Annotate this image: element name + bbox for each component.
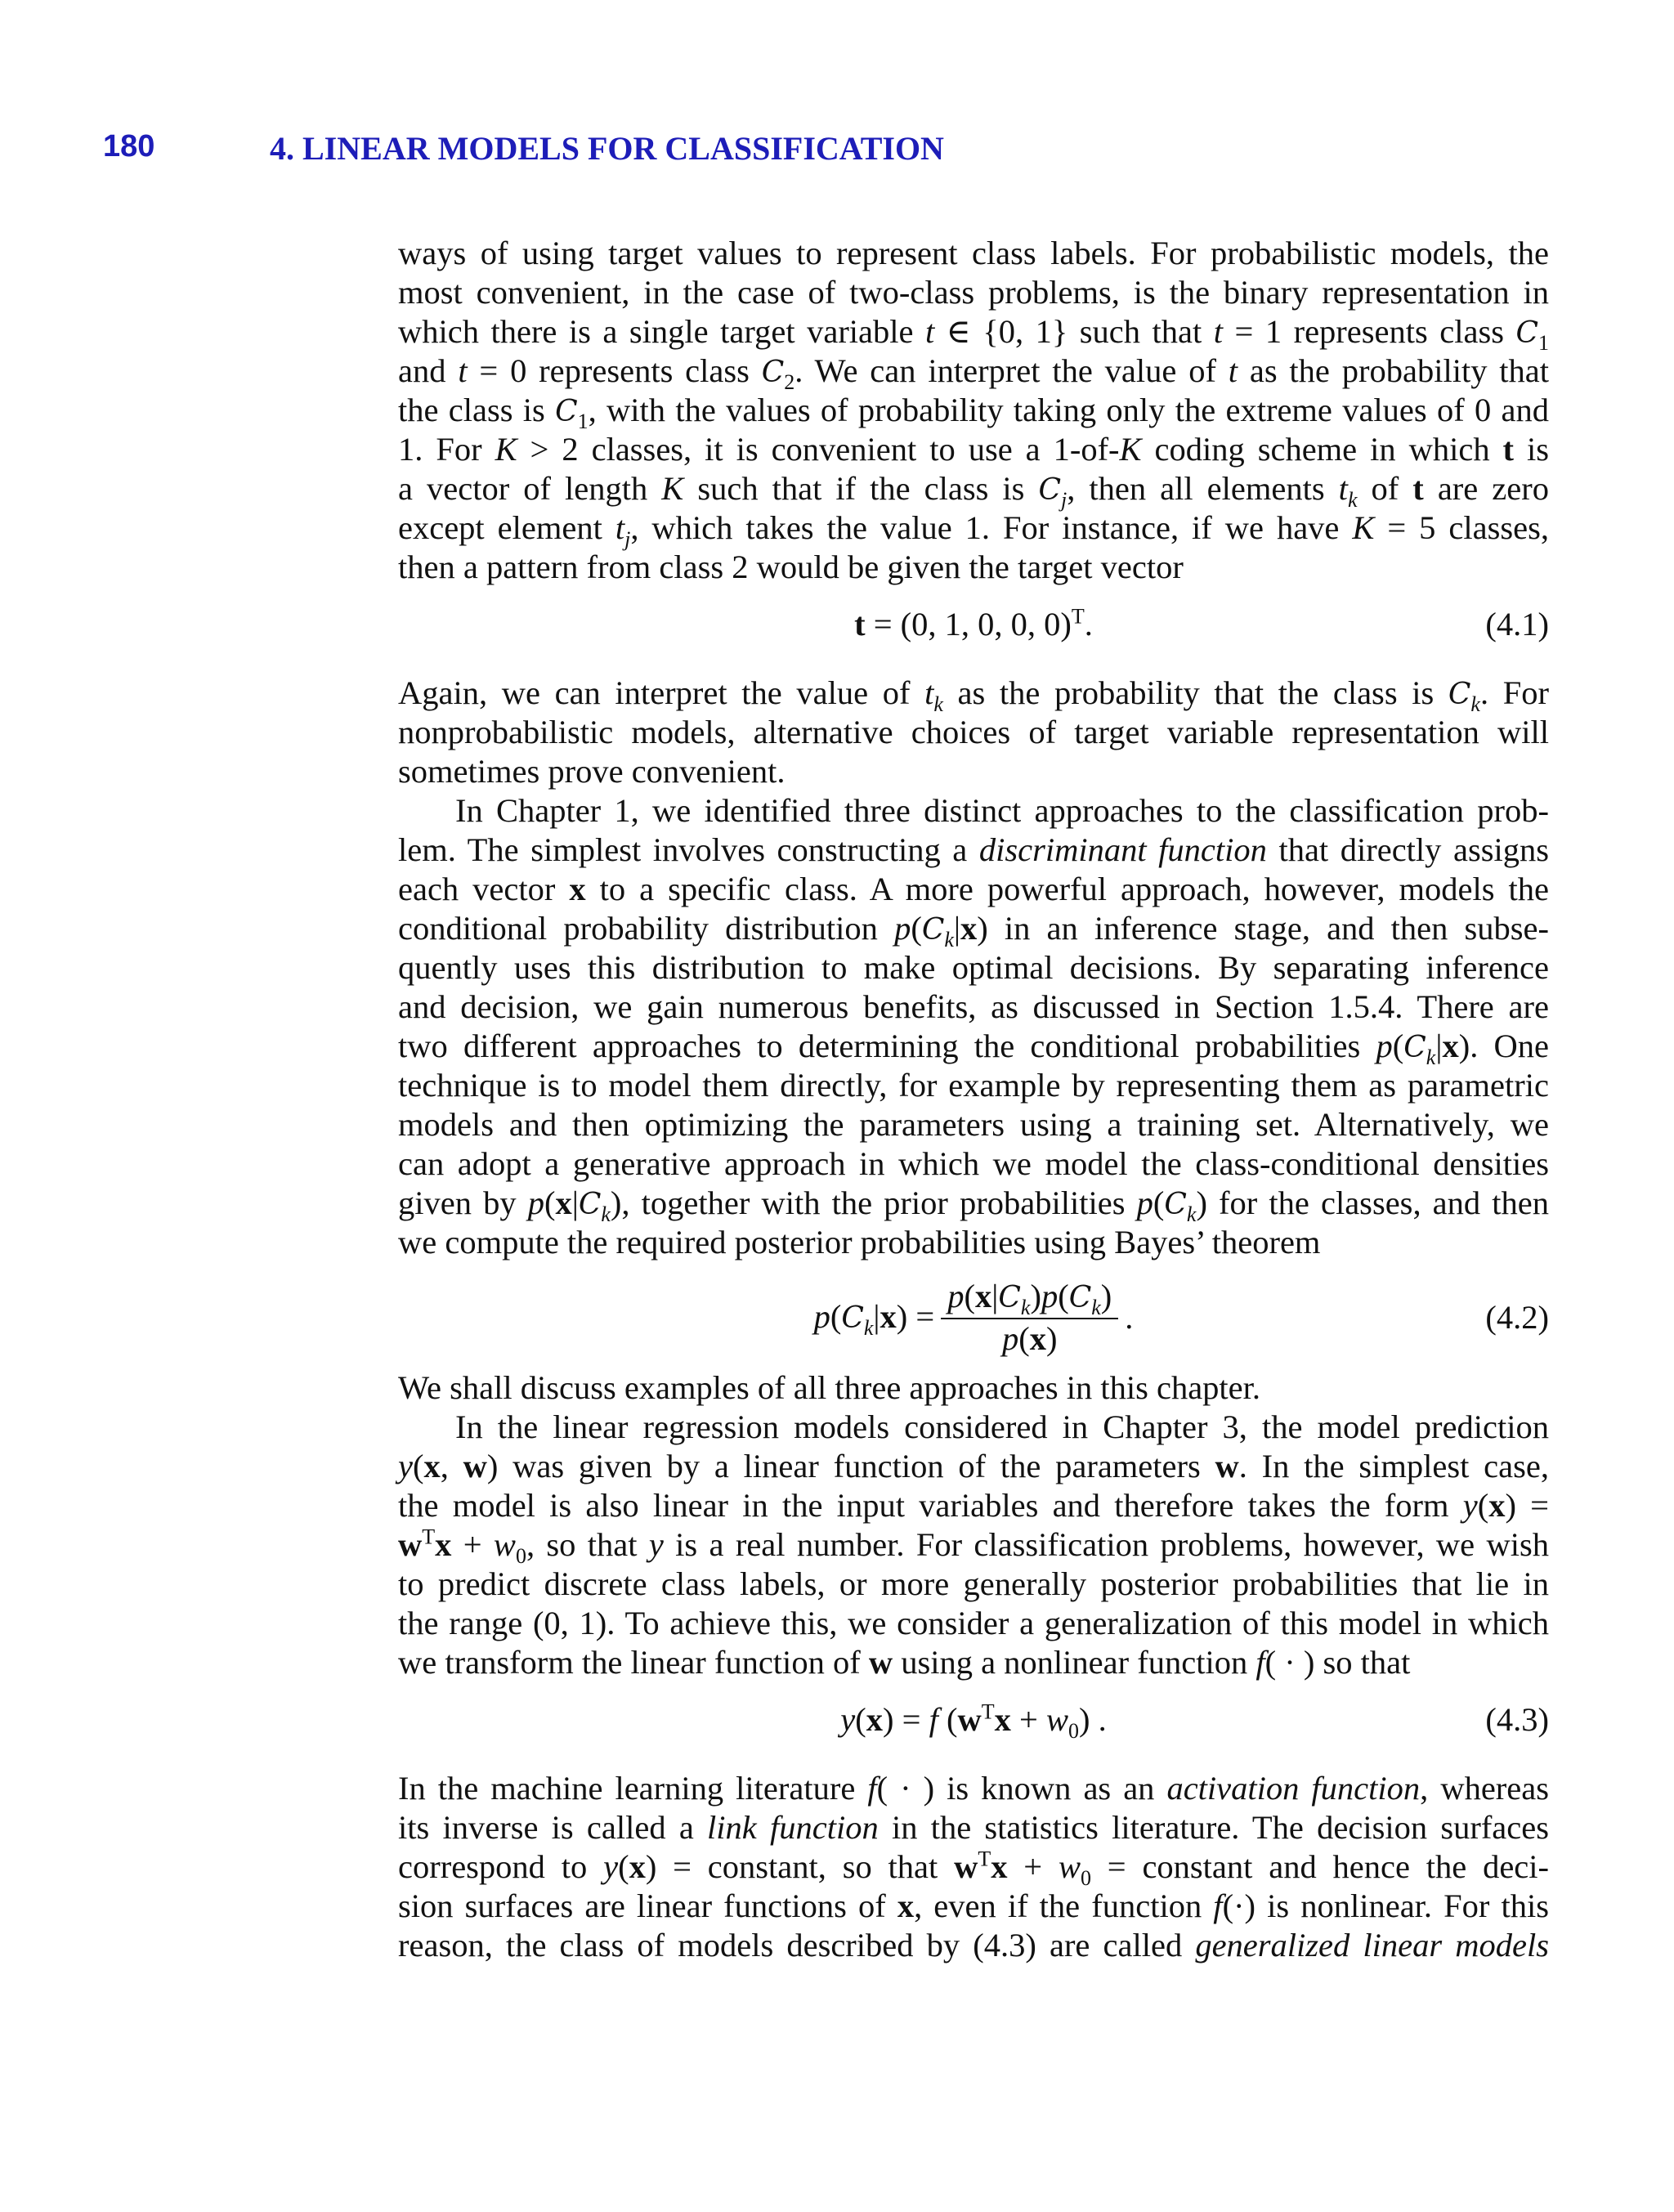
equation-number: (4.3)	[1485, 1701, 1549, 1738]
text-line: which there is a single target variable t ∈ {0, 1} such that t = 1 represents class $C_1$	[398, 313, 1550, 356]
text-line: two different approaches to determining the conditional probabilities $p(C_k|x)$. One	[398, 1028, 1549, 1070]
text-line: given by $p(x|C_k)$, together with the prior probabilities $p(C_k)$ for the classes, and then	[398, 1184, 1550, 1227]
text-line: nonprobabilistic models, alternative choices of target variable representation will	[398, 714, 1549, 750]
equation-number: (4.1)	[1485, 606, 1549, 643]
text-line: In Chapter 1, we identified three distinct approaches to the classification prob-	[455, 792, 1549, 829]
equation-4-1	[398, 587, 1549, 665]
text-line: and decision, we gain numerous benefits, as discussed in Section 1.5.4. There are	[398, 988, 1549, 1025]
text-line: most convenient, in the case of two-class problems, is the binary representation in	[398, 274, 1549, 311]
text-line: each vector x to a specific class. A more powerful approach, however, models the	[398, 871, 1549, 907]
text-line: 1. For K > 2 classes, it is convenient to use a 1-of-K coding scheme in which t is	[398, 431, 1550, 468]
text-line: In the machine learning literature f( · ) is known as an activation function, whereas	[398, 1770, 1549, 1807]
text-line: sion surfaces are linear functions of x, even if the function f(·) is nonlinear. For this	[398, 1887, 1550, 1924]
equation-body: y(x) = f $(w^Tx + w_0)$ .	[840, 1699, 1107, 1744]
text-line: then a pattern from class 2 would be given the target vector	[398, 549, 1184, 585]
page-number: 180	[103, 129, 155, 163]
text-line: can adopt a generative approach in which we model the class-conditional densities	[398, 1145, 1549, 1182]
equation-body: t = (0, 1, 0, 0, 0)$^T$.	[854, 604, 1093, 643]
equation-body: $p(C_k|x)$ = $\frac{p(x|C_k)p(C_k)}{p(x)}$ .	[813, 1278, 1134, 1357]
text-line: In the linear regression models considered in Chapter 3, the model prediction	[455, 1408, 1549, 1445]
text-line: quently uses this distribution to make optimal decisions. By separating inference	[398, 949, 1549, 986]
body-text	[398, 234, 1549, 1965]
text-line: conditional probability distribution $p(C_k|x)$ in an inference stage, and then subse-	[398, 910, 1549, 952]
text-line: reason, the class of models described by (4.3) are called generalized linear models	[398, 1927, 1549, 1963]
text-line: lem. The simplest involves constructing a discriminant function that directly assigns	[398, 831, 1549, 868]
text-line: and t = 0 represents class $C_2$. We can interpret the value of t as the probability that	[398, 352, 1550, 395]
text-line: its inverse is called a link function in the statistics literature. The decision surfaces	[398, 1809, 1549, 1846]
text-line: $w^Tx + w_0$, so that y is a real number. For classification problems, however, we wish	[398, 1525, 1550, 1569]
text-line: the model is also linear in the input variables and therefore takes the form y(x) =	[398, 1487, 1550, 1524]
text-line: ways of using target values to represent class labels. For probabilistic models, the	[398, 235, 1549, 271]
text-line: we compute the required posterior probabilities using Bayes’ theorem	[398, 1224, 1321, 1260]
text-line: we transform the linear function of w using a nonlinear function f( · ) so that	[398, 1644, 1411, 1681]
page-header	[0, 129, 1674, 178]
equation-4-2	[398, 1262, 1549, 1368]
text-line: technique is to model them directly, for example by representing them as parametric	[398, 1067, 1549, 1104]
equation-4-3	[398, 1682, 1549, 1761]
text-line: the range (0, 1). To achieve this, we consider a generalization of this model in which	[398, 1605, 1549, 1641]
text-line: sometimes prove convenient.	[398, 753, 786, 790]
text-line: models and then optimizing the parameters using a training set. Alternatively, we	[398, 1106, 1549, 1143]
text-line: Again, we can interpret the value of $t_k$ as the probability that the class is $C_k$. For	[398, 674, 1549, 717]
text-line: y(x, w) was given by a linear function of the parameters w. In the simplest case,	[398, 1448, 1549, 1484]
text-line: We shall discuss examples of all three approaches in this chapter.	[398, 1369, 1261, 1406]
chapter-title: 4. LINEAR MODELS FOR CLASSIFICATION	[270, 130, 944, 167]
text-line: the class is $C_1$, with the values of probability taking only the extreme values of 0 and	[398, 392, 1549, 434]
text-line: to predict discrete class labels, or more generally posterior probabilities that lie in	[398, 1565, 1549, 1602]
text-line: a vector of length K such that if the class is $C_j$, then all elements $t_k$ of t are zero	[398, 470, 1549, 513]
text-line: except element $t_j$, which takes the value 1. For instance, if we have K = 5 classes,	[398, 509, 1549, 552]
text-line: correspond to y(x) = constant, so that $w^Tx + w_0$ = constant and hence the deci-	[398, 1847, 1550, 1891]
equation-number: (4.2)	[1485, 1299, 1549, 1336]
